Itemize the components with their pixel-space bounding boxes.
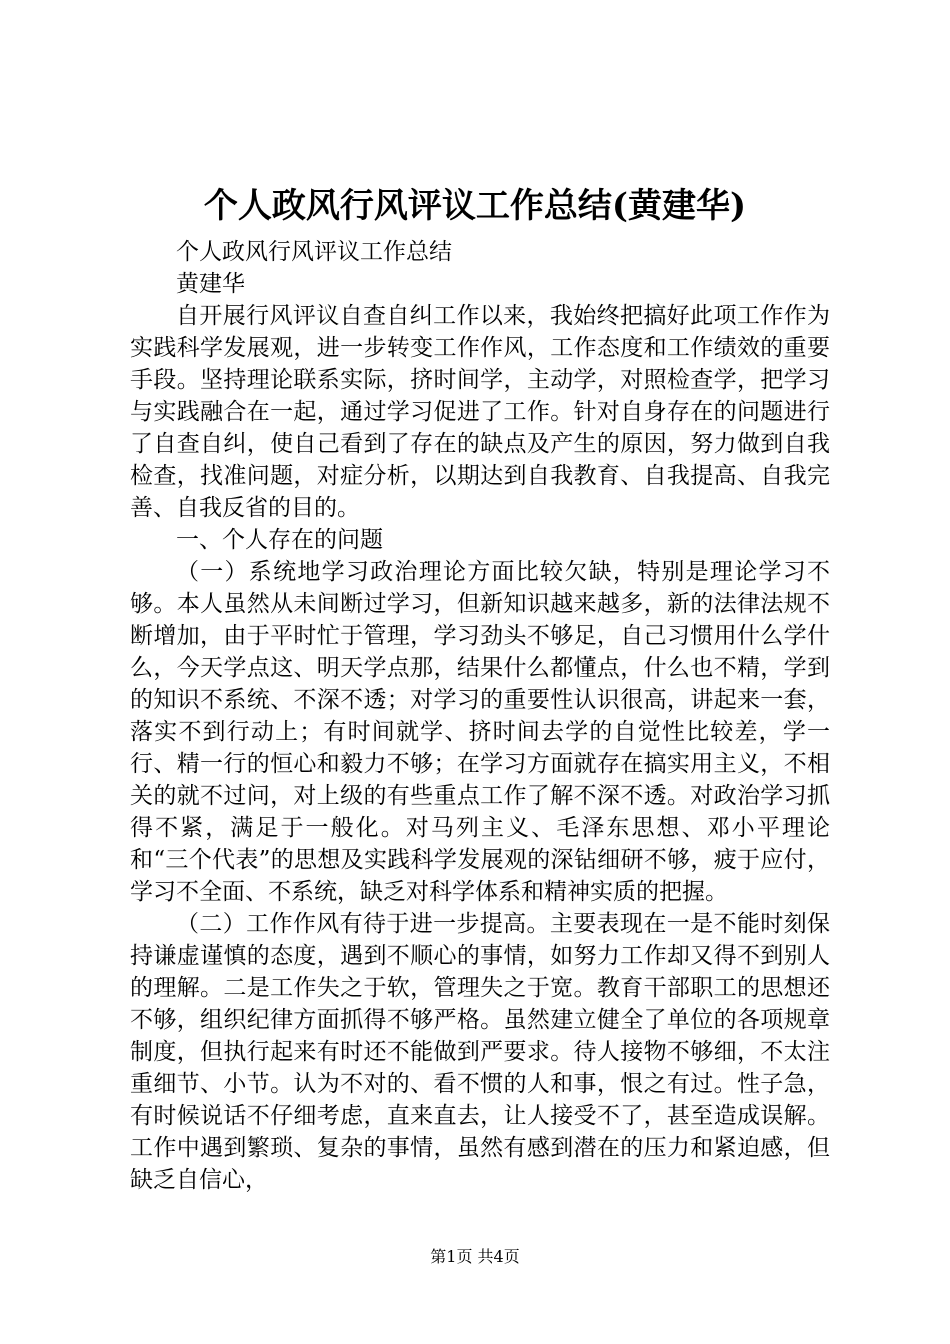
- issue-one-paragraph: （一）系统地学习政治理论方面比较欠缺，特别是理论学习不够。本人虽然从未间断过学习，但新知识越来越多，新的法律法规不断增加，由于平时忙于管理，学习劲头不够足，自己习惯用什么学什么，今天学点这、明天学点那，结果什么都懂点，什么也不精，学到的知识不系统、不深不透；对学习的重要性认识很高，讲起来一套，落实不到行动上；有时间就学、挤时间去学的自觉性比较差，学一行、精一行的恒心和毅力不够；在学习方面就存在搞实用主义，不相关的就不过问，对上级的有些重点工作了解不深不透。对政治学习抓得不紧，满足于一般化。对马列主义、毛泽东思想、邓小平理论和“三个代表”的思想及实践科学发展观的深钻细研不够，疲于应付，学习不全面、不系统，缺乏对科学体系和精神实质的把握。: [130, 559, 830, 905]
- intro-paragraph: 自开展行风评议自查自纠工作以来，我始终把搞好此项工作作为实践科学发展观，进一步转变工作作风，工作态度和工作绩效的重要手段。坚持理论联系实际，挤时间学，主动学，对照检查学，把学习与实践融合在一起，通过学习促进了工作。针对自身存在的问题进行了自查自纠，使自己看到了存在的缺点及产生的原因，努力做到自我检查，找准问题，对症分析，以期达到自我教育、自我提高、自我完善、自我反省的目的。: [130, 303, 830, 521]
- author-paragraph: 黄建华: [176, 271, 245, 297]
- section-heading: 一、个人存在的问题: [176, 527, 383, 553]
- issue-two-paragraph: （二）工作作风有待于进一步提高。主要表现在一是不能时刻保持谦虚谨慎的态度，遇到不顺心的事情，如努力工作却又得不到别人的理解。二是工作失之于软，管理失之于宽。教育干部职工的思想还不够，组织纪律方面抓得不够严格。虽然建立健全了单位的各项规章制度，但执行起来有时还不能做到严要求。待人接物不够细，不太注重细节、小节。认为不对的、看不惯的人和事，恨之有过。性子急，有时候说话不仔细考虑，直来直去，让人接受不了，甚至造成误解。工作中遇到繁琐、复杂的事情，虽然有感到潜在的压力和紧迫感，但缺乏自信心，: [130, 911, 830, 1193]
- document-body: [130, 236, 830, 1196]
- document-title: 个人政风行风评议工作总结(黄建华): [203, 186, 747, 226]
- page-number-footer: 第1页 共4页: [430, 1247, 520, 1266]
- subtitle-paragraph: 个人政风行风评议工作总结: [176, 239, 452, 265]
